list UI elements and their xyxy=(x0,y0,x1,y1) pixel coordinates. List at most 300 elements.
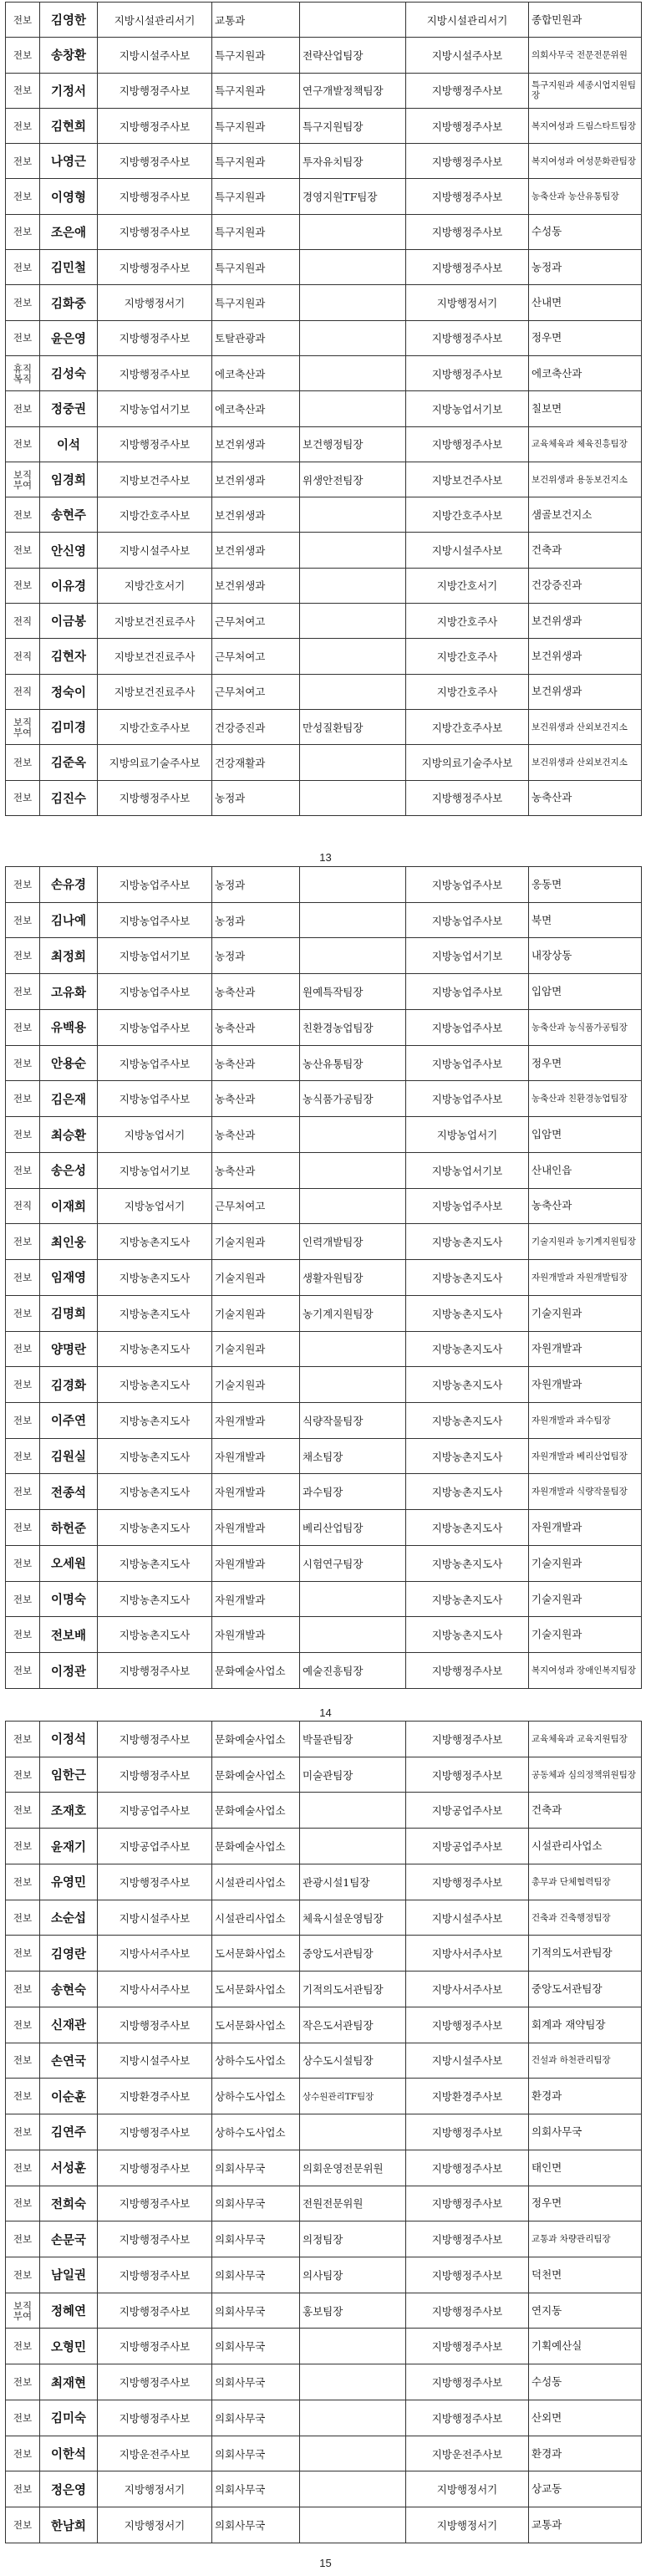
new-assignment-cell: 건강증진과 xyxy=(529,568,642,603)
new-assignment-cell: 정우면 xyxy=(529,320,642,355)
new-assignment-cell: 자원개발과 베리산업팀장 xyxy=(529,1438,642,1474)
type-cell: 전보 xyxy=(6,1260,40,1296)
personnel-row xyxy=(6,3,642,38)
personnel-row xyxy=(6,2043,642,2079)
new-assignment-cell: 기술지원과 xyxy=(529,1295,642,1331)
name-cell: 김미숙 xyxy=(40,2400,98,2436)
type-cell: 전보 xyxy=(6,2364,40,2400)
name-cell: 김성숙 xyxy=(40,355,98,390)
prev-team-cell: 친환경농업팀장 xyxy=(300,1009,406,1045)
prev-grade-cell: 지방시설주사보 xyxy=(98,2043,212,2079)
type-cell: 전보 xyxy=(6,2221,40,2257)
prev-team-cell xyxy=(300,568,406,603)
prev-team-cell xyxy=(300,745,406,780)
name-cell: 송현주 xyxy=(40,497,98,533)
prev-dept-cell: 농축산과 xyxy=(212,974,300,1010)
prev-grade-cell: 지방행정주사보 xyxy=(98,320,212,355)
new-grade-cell: 지방농업주사보 xyxy=(406,1081,529,1117)
new-grade-cell: 지방행정주사보 xyxy=(406,320,529,355)
personnel-row xyxy=(6,2257,642,2293)
type-cell: 전보 xyxy=(6,533,40,568)
name-cell: 안신영 xyxy=(40,533,98,568)
name-cell: 이금봉 xyxy=(40,604,98,639)
name-cell: 김명희 xyxy=(40,1295,98,1331)
prev-grade-cell: 지방행정주사보 xyxy=(98,2114,212,2150)
prev-dept-cell: 기술지원과 xyxy=(212,1224,300,1260)
prev-team-cell xyxy=(300,497,406,533)
prev-team-cell: 과수팀장 xyxy=(300,1474,406,1510)
new-grade-cell: 지방공업주사보 xyxy=(406,1793,529,1829)
new-grade-cell: 지방농촌지도사 xyxy=(406,1295,529,1331)
type-cell: 전보 xyxy=(6,1331,40,1367)
name-cell: 이영형 xyxy=(40,179,98,214)
prev-team-cell: 전략산업팀장 xyxy=(300,38,406,73)
prev-team-cell: 기적의도서관팀장 xyxy=(300,1972,406,2007)
prev-grade-cell: 지방행정주사보 xyxy=(98,144,212,179)
prev-team-cell: 만성질환팀장 xyxy=(300,709,406,744)
type-cell: 전보 xyxy=(6,214,40,249)
new-grade-cell: 지방행정주사보 xyxy=(406,2114,529,2150)
new-grade-cell: 지방행정주사보 xyxy=(406,108,529,143)
prev-team-cell: 농기계지원팀장 xyxy=(300,1295,406,1331)
prev-dept-cell: 농축산과 xyxy=(212,1081,300,1117)
prev-grade-cell: 지방행정주사보 xyxy=(98,2400,212,2436)
personnel-row xyxy=(6,426,642,462)
prev-grade-cell: 지방농업서기 xyxy=(98,1188,212,1224)
name-cell: 김영한 xyxy=(40,3,98,38)
prev-dept-cell: 자원개발과 xyxy=(212,1438,300,1474)
prev-dept-cell: 특구지원과 xyxy=(212,214,300,249)
type-cell: 보직 부여 xyxy=(6,2293,40,2329)
new-grade-cell: 지방행정주사보 xyxy=(406,179,529,214)
personnel-row xyxy=(6,2114,642,2150)
type-cell: 전보 xyxy=(6,2436,40,2471)
new-assignment-cell: 자원개발과 식량작물팀장 xyxy=(529,1474,642,1510)
new-assignment-cell: 보건위생과 용동보건지소 xyxy=(529,462,642,497)
personnel-row xyxy=(6,1757,642,1793)
prev-grade-cell: 지방행정주사보 xyxy=(98,355,212,390)
prev-grade-cell: 지방사서주사보 xyxy=(98,1936,212,1972)
new-grade-cell: 지방행정주사보 xyxy=(406,144,529,179)
new-assignment-cell: 기술지원과 xyxy=(529,1545,642,1581)
type-cell: 전보 xyxy=(6,1295,40,1331)
personnel-row xyxy=(6,391,642,426)
prev-dept-cell: 상하수도사업소 xyxy=(212,2043,300,2079)
prev-grade-cell: 지방보건진료주사 xyxy=(98,604,212,639)
prev-team-cell xyxy=(300,320,406,355)
name-cell: 임한근 xyxy=(40,1757,98,1793)
new-assignment-cell: 정우면 xyxy=(529,1045,642,1081)
prev-dept-cell: 기술지원과 xyxy=(212,1295,300,1331)
prev-team-cell xyxy=(300,285,406,320)
new-assignment-cell: 농축산과 xyxy=(529,780,642,815)
type-cell: 전보 xyxy=(6,3,40,38)
prev-dept-cell: 보건위생과 xyxy=(212,426,300,462)
new-grade-cell: 지방농촌지도사 xyxy=(406,1224,529,1260)
prev-grade-cell: 지방공업주사보 xyxy=(98,1829,212,1864)
personnel-row xyxy=(6,1331,642,1367)
prev-team-cell xyxy=(300,1188,406,1224)
new-assignment-cell: 회계과 재약팀장 xyxy=(529,2007,642,2043)
name-cell: 소순섭 xyxy=(40,1900,98,1936)
new-grade-cell: 지방간호주사 xyxy=(406,604,529,639)
personnel-row xyxy=(6,1653,642,1689)
type-cell: 전보 xyxy=(6,1403,40,1439)
name-cell: 양명란 xyxy=(40,1331,98,1367)
prev-team-cell xyxy=(300,674,406,709)
personnel-row xyxy=(6,1152,642,1188)
prev-grade-cell: 지방행정서기 xyxy=(98,2471,212,2507)
new-assignment-cell: 에코축산과 xyxy=(529,355,642,390)
prev-grade-cell: 지방행정주사보 xyxy=(98,73,212,108)
prev-team-cell: 의사팀장 xyxy=(300,2257,406,2293)
prev-grade-cell: 지방농업주사보 xyxy=(98,1081,212,1117)
prev-dept-cell: 농축산과 xyxy=(212,1152,300,1188)
personnel-row xyxy=(6,2007,642,2043)
type-cell: 전보 xyxy=(6,2007,40,2043)
personnel-row xyxy=(6,1224,642,1260)
name-cell: 조재호 xyxy=(40,1793,98,1829)
personnel-row xyxy=(6,1260,642,1296)
prev-grade-cell: 지방보건주사보 xyxy=(98,462,212,497)
type-cell: 보직 부여 xyxy=(6,709,40,744)
new-assignment-cell: 산내인읍 xyxy=(529,1152,642,1188)
prev-team-cell: 박물관팀장 xyxy=(300,1722,406,1757)
personnel-row xyxy=(6,2436,642,2471)
name-cell: 나영근 xyxy=(40,144,98,179)
name-cell: 송은성 xyxy=(40,1152,98,1188)
prev-grade-cell: 지방행정주사보 xyxy=(98,2221,212,2257)
prev-grade-cell: 지방행정주사보 xyxy=(98,2293,212,2329)
type-cell: 전보 xyxy=(6,73,40,108)
type-cell: 전보 xyxy=(6,2079,40,2114)
prev-team-cell: 인력개발팀장 xyxy=(300,1224,406,1260)
new-assignment-cell: 샘골보건지소 xyxy=(529,497,642,533)
personnel-row xyxy=(6,938,642,974)
new-assignment-cell: 북면 xyxy=(529,902,642,938)
type-cell: 전보 xyxy=(6,1829,40,1864)
prev-dept-cell: 기술지원과 xyxy=(212,1367,300,1403)
prev-dept-cell: 문화예술사업소 xyxy=(212,1793,300,1829)
personnel-row xyxy=(6,250,642,285)
new-assignment-cell: 시설관리사업소 xyxy=(529,1829,642,1864)
new-assignment-cell: 보건위생과 산외보건지소 xyxy=(529,709,642,744)
prev-team-cell xyxy=(300,250,406,285)
prev-dept-cell: 특구지원과 xyxy=(212,285,300,320)
new-assignment-cell: 기획예산실 xyxy=(529,2329,642,2364)
personnel-row xyxy=(6,1581,642,1617)
new-grade-cell: 지방농촌지도사 xyxy=(406,1403,529,1439)
new-assignment-cell: 보건위생과 xyxy=(529,604,642,639)
new-grade-cell: 지방농촌지도사 xyxy=(406,1260,529,1296)
personnel-row xyxy=(6,639,642,674)
name-cell: 전보배 xyxy=(40,1617,98,1653)
personnel-row xyxy=(6,867,642,903)
prev-dept-cell: 농정과 xyxy=(212,902,300,938)
prev-team-cell xyxy=(300,1331,406,1367)
personnel-row xyxy=(6,1009,642,1045)
name-cell: 이유경 xyxy=(40,568,98,603)
prev-grade-cell: 지방시설관리서기 xyxy=(98,3,212,38)
prev-dept-cell: 근무처여고 xyxy=(212,604,300,639)
prev-dept-cell: 의회사무국 xyxy=(212,2257,300,2293)
prev-team-cell xyxy=(300,1152,406,1188)
prev-dept-cell: 특구지원과 xyxy=(212,108,300,143)
new-grade-cell: 지방시설주사보 xyxy=(406,533,529,568)
prev-team-cell xyxy=(300,391,406,426)
name-cell: 전종석 xyxy=(40,1474,98,1510)
type-cell: 전보 xyxy=(6,320,40,355)
personnel-row xyxy=(6,2471,642,2507)
name-cell: 신재관 xyxy=(40,2007,98,2043)
prev-grade-cell: 지방행정주사보 xyxy=(98,780,212,815)
personnel-row xyxy=(6,1081,642,1117)
type-cell: 전보 xyxy=(6,1474,40,1510)
name-cell: 김나예 xyxy=(40,902,98,938)
prev-dept-cell: 도서문화사업소 xyxy=(212,2007,300,2043)
prev-dept-cell: 보건위생과 xyxy=(212,533,300,568)
name-cell: 송창환 xyxy=(40,38,98,73)
prev-dept-cell: 도서문화사업소 xyxy=(212,1936,300,1972)
personnel-row xyxy=(6,1793,642,1829)
type-cell: 전보 xyxy=(6,1117,40,1153)
prev-team-cell xyxy=(300,2400,406,2436)
personnel-row xyxy=(6,1474,642,1510)
type-cell: 전직 xyxy=(6,674,40,709)
personnel-row xyxy=(6,497,642,533)
type-cell: 전보 xyxy=(6,1936,40,1972)
prev-dept-cell: 상하수도사업소 xyxy=(212,2114,300,2150)
new-assignment-cell: 보건위생과 xyxy=(529,639,642,674)
name-cell: 윤재기 xyxy=(40,1829,98,1864)
prev-dept-cell: 도서문화사업소 xyxy=(212,1972,300,2007)
page-number-14: 14 xyxy=(319,1706,332,1719)
prev-dept-cell: 특구지원과 xyxy=(212,73,300,108)
name-cell: 김준옥 xyxy=(40,745,98,780)
name-cell: 김원실 xyxy=(40,1438,98,1474)
new-assignment-cell: 기적의도서관팀장 xyxy=(529,1936,642,1972)
personnel-row xyxy=(6,2186,642,2221)
prev-team-cell: 체육시설운영팀장 xyxy=(300,1900,406,1936)
new-grade-cell: 지방행정주사보 xyxy=(406,2150,529,2186)
personnel-row xyxy=(6,214,642,249)
name-cell: 유백용 xyxy=(40,1009,98,1045)
type-cell: 휴직 복직 xyxy=(6,355,40,390)
prev-dept-cell: 시설관리사업소 xyxy=(212,1900,300,1936)
name-cell: 손유경 xyxy=(40,867,98,903)
name-cell: 김진수 xyxy=(40,780,98,815)
personnel-row xyxy=(6,1045,642,1081)
prev-grade-cell: 지방농업서기보 xyxy=(98,1152,212,1188)
new-grade-cell: 지방의료기술주사보 xyxy=(406,745,529,780)
new-grade-cell: 지방행정서기 xyxy=(406,285,529,320)
new-grade-cell: 지방간호주사 xyxy=(406,674,529,709)
prev-dept-cell: 보건위생과 xyxy=(212,497,300,533)
new-assignment-cell: 농축산과 친환경농업팀장 xyxy=(529,1081,642,1117)
new-assignment-cell: 상교동 xyxy=(529,2471,642,2507)
prev-dept-cell: 의회사무국 xyxy=(212,2186,300,2221)
new-assignment-cell: 중앙도서관팀장 xyxy=(529,1972,642,2007)
personnel-row xyxy=(6,1829,642,1864)
new-grade-cell: 지방간호주사보 xyxy=(406,497,529,533)
new-grade-cell: 지방행정서기 xyxy=(406,2471,529,2507)
new-assignment-cell: 내장상동 xyxy=(529,938,642,974)
prev-dept-cell: 문화예술사업소 xyxy=(212,1722,300,1757)
prev-team-cell: 식량작물팀장 xyxy=(300,1403,406,1439)
prev-dept-cell: 농축산과 xyxy=(212,1117,300,1153)
type-cell: 전보 xyxy=(6,2257,40,2293)
prev-dept-cell: 토탈관광과 xyxy=(212,320,300,355)
prev-team-cell xyxy=(300,1793,406,1829)
new-assignment-cell: 농축산과 농산유통팀장 xyxy=(529,179,642,214)
prev-team-cell xyxy=(300,533,406,568)
personnel-row xyxy=(6,780,642,815)
personnel-row xyxy=(6,1367,642,1403)
type-cell: 전보 xyxy=(6,780,40,815)
prev-grade-cell: 지방농업서기보 xyxy=(98,938,212,974)
prev-grade-cell: 지방행정서기 xyxy=(98,2507,212,2543)
new-grade-cell: 지방농촌지도사 xyxy=(406,1510,529,1546)
name-cell: 이한석 xyxy=(40,2436,98,2471)
name-cell: 임경희 xyxy=(40,462,98,497)
type-cell: 전보 xyxy=(6,974,40,1010)
prev-team-cell: 홍보팀장 xyxy=(300,2293,406,2329)
name-cell: 송현숙 xyxy=(40,1972,98,2007)
type-cell: 전보 xyxy=(6,938,40,974)
prev-team-cell: 관광시설1팀장 xyxy=(300,1864,406,1900)
new-grade-cell: 지방행정주사보 xyxy=(406,355,529,390)
prev-dept-cell: 특구지원과 xyxy=(212,179,300,214)
prev-grade-cell: 지방행정주사보 xyxy=(98,1757,212,1793)
type-cell: 전보 xyxy=(6,1653,40,1689)
prev-dept-cell: 특구지원과 xyxy=(212,250,300,285)
prev-grade-cell: 지방농업서기 xyxy=(98,1117,212,1153)
new-grade-cell: 지방사서주사보 xyxy=(406,1936,529,1972)
new-grade-cell: 지방간호주사보 xyxy=(406,709,529,744)
type-cell: 전보 xyxy=(6,1972,40,2007)
personnel-row xyxy=(6,2293,642,2329)
new-assignment-cell: 연지동 xyxy=(529,2293,642,2329)
personnel-row xyxy=(6,1864,642,1900)
prev-dept-cell: 의회사무국 xyxy=(212,2400,300,2436)
name-cell: 김현희 xyxy=(40,108,98,143)
new-grade-cell: 지방농촌지도사 xyxy=(406,1581,529,1617)
prev-grade-cell: 지방농업주사보 xyxy=(98,1045,212,1081)
name-cell: 오형민 xyxy=(40,2329,98,2364)
prev-grade-cell: 지방행정주사보 xyxy=(98,2329,212,2364)
new-assignment-cell: 덕천면 xyxy=(529,2257,642,2293)
prev-dept-cell: 에코축산과 xyxy=(212,355,300,390)
type-cell: 전보 xyxy=(6,250,40,285)
prev-team-cell: 위생안전팀장 xyxy=(300,462,406,497)
new-assignment-cell: 기술지원과 xyxy=(529,1617,642,1653)
new-grade-cell: 지방공업주사보 xyxy=(406,1829,529,1864)
prev-team-cell: 베리산업팀장 xyxy=(300,1510,406,1546)
prev-grade-cell: 지방농촌지도사 xyxy=(98,1367,212,1403)
new-assignment-cell: 자원개발과 xyxy=(529,1510,642,1546)
prev-grade-cell: 지방농업주사보 xyxy=(98,974,212,1010)
prev-grade-cell: 지방농촌지도사 xyxy=(98,1581,212,1617)
new-grade-cell: 지방농업서기보 xyxy=(406,1152,529,1188)
prev-team-cell: 중앙도서관팀장 xyxy=(300,1936,406,1972)
new-assignment-cell: 교육체육과 체육진흥팀장 xyxy=(529,426,642,462)
prev-dept-cell: 농정과 xyxy=(212,938,300,974)
prev-grade-cell: 지방보건진료주사 xyxy=(98,674,212,709)
new-grade-cell: 지방시설주사보 xyxy=(406,38,529,73)
new-grade-cell: 지방시설주사보 xyxy=(406,2043,529,2079)
new-grade-cell: 지방농업주사보 xyxy=(406,902,529,938)
personnel-row xyxy=(6,2329,642,2364)
name-cell: 김민철 xyxy=(40,250,98,285)
prev-grade-cell: 지방농촌지도사 xyxy=(98,1295,212,1331)
new-assignment-cell: 보건위생과 산외보건지소 xyxy=(529,745,642,780)
new-assignment-cell: 자원개발과 자원개발팀장 xyxy=(529,1260,642,1296)
prev-team-cell: 상수도시설팀장 xyxy=(300,2043,406,2079)
new-grade-cell: 지방행정주사보 xyxy=(406,2257,529,2293)
new-grade-cell: 지방행정주사보 xyxy=(406,2221,529,2257)
name-cell: 정숙이 xyxy=(40,674,98,709)
prev-grade-cell: 지방행정주사보 xyxy=(98,2257,212,2293)
type-cell: 전보 xyxy=(6,745,40,780)
new-assignment-cell: 태인면 xyxy=(529,2150,642,2186)
personnel-row xyxy=(6,1117,642,1153)
prev-grade-cell: 지방농촌지도사 xyxy=(98,1260,212,1296)
prev-team-cell xyxy=(300,1117,406,1153)
prev-dept-cell: 기술지원과 xyxy=(212,1260,300,1296)
type-cell: 전직 xyxy=(6,639,40,674)
prev-grade-cell: 지방간호주사보 xyxy=(98,497,212,533)
new-assignment-cell: 복지여성과 드림스타트팀장 xyxy=(529,108,642,143)
new-grade-cell: 지방행정주사보 xyxy=(406,2186,529,2221)
prev-grade-cell: 지방시설주사보 xyxy=(98,533,212,568)
new-grade-cell: 지방행정주사보 xyxy=(406,1757,529,1793)
prev-team-cell xyxy=(300,214,406,249)
prev-team-cell: 농산유통팀장 xyxy=(300,1045,406,1081)
name-cell: 하헌준 xyxy=(40,1510,98,1546)
new-assignment-cell: 환경과 xyxy=(529,2436,642,2471)
type-cell: 전보 xyxy=(6,1224,40,1260)
personnel-row xyxy=(6,568,642,603)
prev-team-cell xyxy=(300,2364,406,2400)
prev-grade-cell: 지방행정주사보 xyxy=(98,214,212,249)
new-grade-cell: 지방행정서기 xyxy=(406,2507,529,2543)
new-grade-cell: 지방행정주사보 xyxy=(406,2364,529,2400)
new-grade-cell: 지방행정주사보 xyxy=(406,426,529,462)
prev-team-cell: 연구개발정책팀장 xyxy=(300,73,406,108)
page-13-table xyxy=(5,2,642,816)
type-cell: 전보 xyxy=(6,2329,40,2364)
name-cell: 기정서 xyxy=(40,73,98,108)
type-cell: 전직 xyxy=(6,604,40,639)
prev-dept-cell: 특구지원과 xyxy=(212,144,300,179)
name-cell: 정중권 xyxy=(40,391,98,426)
new-grade-cell: 지방농촌지도사 xyxy=(406,1331,529,1367)
personnel-row xyxy=(6,73,642,108)
new-assignment-cell: 건축과 건축행정팀장 xyxy=(529,1900,642,1936)
prev-grade-cell: 지방환경주사보 xyxy=(98,2079,212,2114)
new-assignment-cell: 정우면 xyxy=(529,2186,642,2221)
type-cell: 전보 xyxy=(6,1617,40,1653)
prev-grade-cell: 지방농업주사보 xyxy=(98,902,212,938)
new-assignment-cell: 산내면 xyxy=(529,285,642,320)
type-cell: 전보 xyxy=(6,902,40,938)
prev-dept-cell: 의회사무국 xyxy=(212,2364,300,2400)
name-cell: 최재현 xyxy=(40,2364,98,2400)
type-cell: 전보 xyxy=(6,1152,40,1188)
new-assignment-cell: 농축산과 xyxy=(529,1188,642,1224)
new-assignment-cell: 자원개발과 xyxy=(529,1331,642,1367)
name-cell: 고유화 xyxy=(40,974,98,1010)
